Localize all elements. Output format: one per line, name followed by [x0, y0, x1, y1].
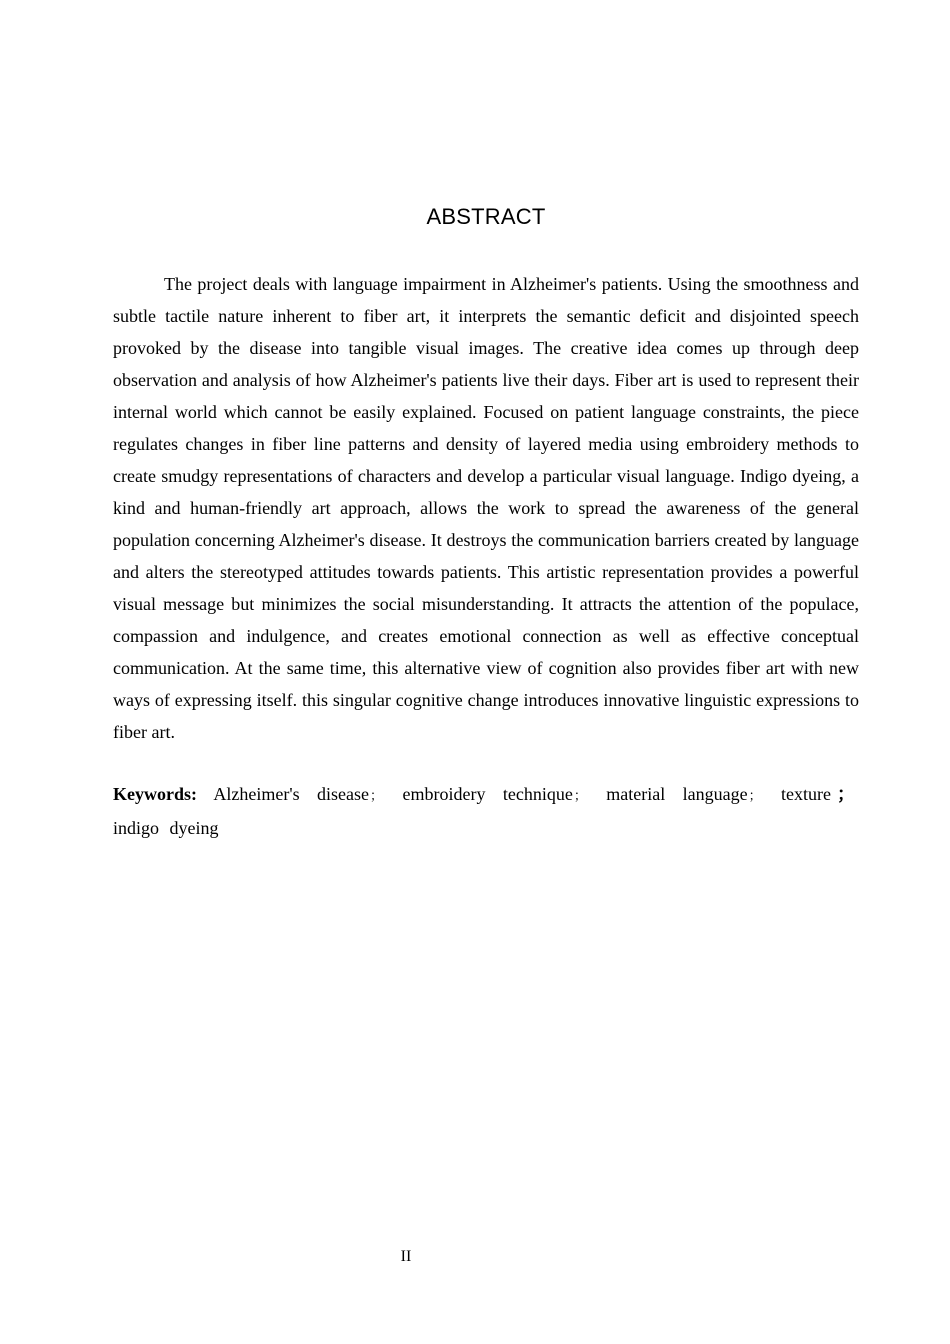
keyword-separator: ；	[748, 788, 762, 803]
keyword-separator: ；	[573, 788, 587, 803]
keywords-label: Keywords:	[113, 784, 197, 804]
keyword-separator: ；	[837, 784, 856, 804]
abstract-title: ABSTRACT	[426, 204, 546, 229]
abstract-paragraph: The project deals with language impairment in Alzheimer's patients. Using the smoothness and subtle tactile nature inherent to fiber art, it interprets the semantic deficit and disjointed speech provoked by the disease into tangible visual images. The creative idea comes up through deep observation and analysis of how Alzheimer's patients live their days. Fiber art is used to represent their internal world which cannot be easily explained. Focused on patient language constraints, the piece regulates changes in fiber line patterns and density of layered media using embroidery methods to create smudgy representations of characters and develop a particular visual language. Indigo dyeing, a kind and human-friendly art approach, allows the work to spread the awareness of the general population concerning Alzheimer's disease. It destroys the communication barriers created by language and alters the stereotyped attitudes towards patients. This artistic representation provides a powerful visual message but minimizes the social misunderstanding. It attracts the attention of the populace, compassion and indulgence, and creates emotional connection as well as effective conceptual communication. At the same time, this alternative view of cognition also provides fiber art with new ways of expressing itself. this singular cognitive change introduces innovative linguistic expressions to fiber art.	[113, 274, 859, 742]
keyword-item: Alzheimer's disease	[213, 784, 370, 804]
keywords-line	[113, 778, 859, 844]
keyword-separator: ；	[370, 788, 384, 803]
keyword-item: indigo dyeing	[113, 818, 219, 838]
keyword-item: material language	[606, 784, 748, 804]
page-number: II	[400, 1248, 412, 1265]
keyword-item: texture	[781, 784, 832, 804]
keyword-item: embroidery technique	[402, 784, 573, 804]
